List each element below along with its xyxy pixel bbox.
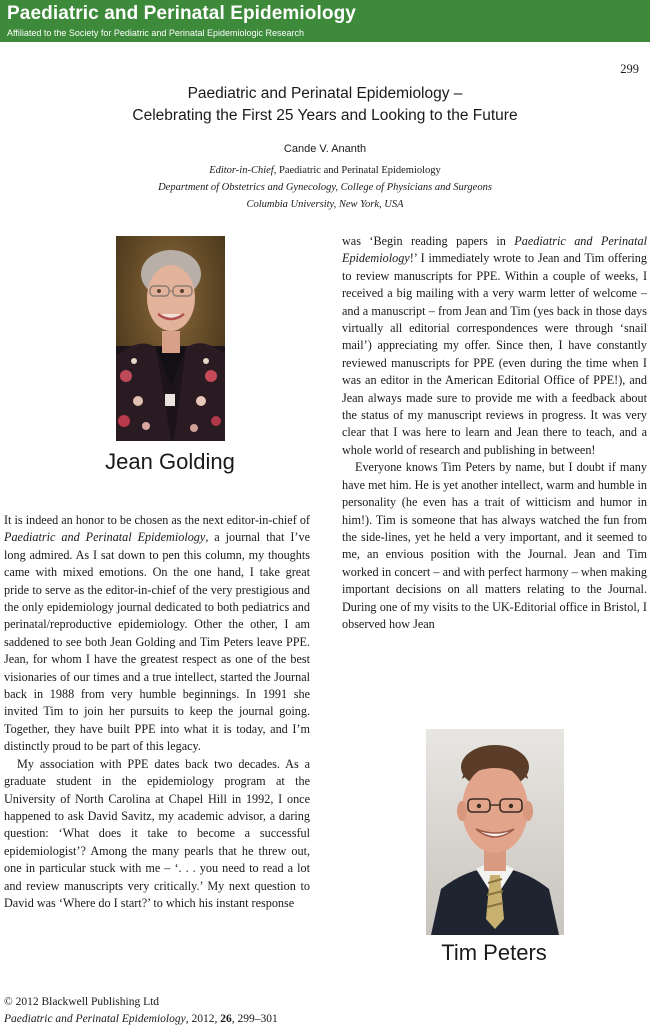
tim-peters-caption: Tim Peters xyxy=(441,940,547,965)
jean-golding-photo xyxy=(116,236,225,441)
article-title xyxy=(0,83,650,127)
page-footer xyxy=(4,994,278,1028)
society-affiliation: Affiliated to the Society for Pediatric and Perinatal Epidemiologic Research xyxy=(7,28,304,38)
tim-peters-photo xyxy=(426,729,564,935)
copyright: © 2012 Blackwell Publishing Ltd xyxy=(4,996,160,1008)
university: Columbia University, New York, USA xyxy=(246,199,404,210)
jean-golding-caption: Jean Golding xyxy=(105,449,235,474)
citation: Paediatric and Perinatal Epidemiology, 2012, 26, 299–301 xyxy=(4,1013,278,1025)
paragraph: Everyone knows Tim Peters by name, but I doubt if many have met him. He is yet another intellect, warm and humble in personality (he even has a trait of witticism and humor in him!). Tim is someone that has always watched the fun from the side-lines, yet he held a very important, and it seemed to me, an envious position with the Journal. Jean and Tim worked in concert – and with perfect harmony – when making important decisions on all matters relating to the Journal. During one of my visits to the UK-Editorial office in Bristol, I observed how Jean xyxy=(342,460,647,631)
journal-name: Paediatric and Perinatal Epidemiology xyxy=(7,3,356,24)
page-number: 299 xyxy=(620,62,639,76)
paragraph: It is indeed an honor to be chosen as the next editor-in-chief of Paediatric and Perinatal Epidemiology, a journal that I’ve long admired. As I sat down to pen this column, my thoughts came with mixed emotions. On the one hand, I take great pride to serve as the editor-in-chief of the very prestigious and the only epidemiology journal dedicated to both pediatrics and perinatal/reproductive epidemiology. Other the other, I am saddened to see both Jean Golding and Tim Peters leave PPE. Jean, for whom I have the greatest respect as one of the best visionaries of our times and a true intellect, started the Journal back in 1988 from very humble beginnings. In 1991 she invited Tim to join her pursuits to keep the journal going. Together, they have built PPE into what it is today, and I’m distinctly proud to be part of this legacy. xyxy=(4,513,310,754)
left-column-text xyxy=(4,512,310,912)
journal-italic: Paediatric and Perinatal Epidemiology xyxy=(4,530,206,545)
paragraph: My association with PPE dates back two decades. As a graduate student in the epidemiology program at the University of North Carolina at Chapel Hill in 1992, I once happened to ask David Savitz, my academic advisor, a daring question: ‘What does it take to become a successful epidemiologist’? Among the many pearls that he threw out, one in particular stuck with me – ‘. . . you need to read a lot and review manuscripts very critically.’ My next question to David was ‘Where do I start?’ to which his instant response xyxy=(4,756,310,910)
author-role xyxy=(0,162,650,179)
journal-italic: Paediatric and Perinatal Epidemiology xyxy=(342,234,647,266)
author-name: Cande V. Ananth xyxy=(283,143,367,155)
title-line-2: Celebrating the First 25 Years and Looking to the Future xyxy=(132,107,518,124)
role-journal: , Paediatric and Perinatal Epidemiology xyxy=(273,165,441,176)
department: Department of Obstetrics and Gynecology, College of Physicians and Surgeons xyxy=(158,182,492,193)
journal-banner xyxy=(0,0,650,42)
author-affiliation xyxy=(0,162,650,213)
role-title: Editor-in-Chief xyxy=(209,165,274,176)
right-column-text xyxy=(342,233,647,633)
paragraph: was ‘Begin reading papers in Paediatric and Perinatal Epidemiology!’ I immediately wrote to Jean and Tim offering to review manuscripts for PPE. Within a couple of weeks, I received a big mailing with a very warm letter of welcome – and a manuscript – from Jean and Tim (yes back in those days virtually all editorial correspondences were through ‘snail mail’) appreciating my offer. Since then, I have constantly reviewed manuscripts for PPE (even during the time when I was an editor in the American Editorial Office of PPE!), and Jean always made sure to provide me with a feedback about the status of my manuscript reviews in progress. It was very clear that I was here to learn and Jean there to teach, and a whole world of research and publishing in between! xyxy=(342,234,647,457)
title-line-1: Paediatric and Perinatal Epidemiology – xyxy=(187,85,463,102)
